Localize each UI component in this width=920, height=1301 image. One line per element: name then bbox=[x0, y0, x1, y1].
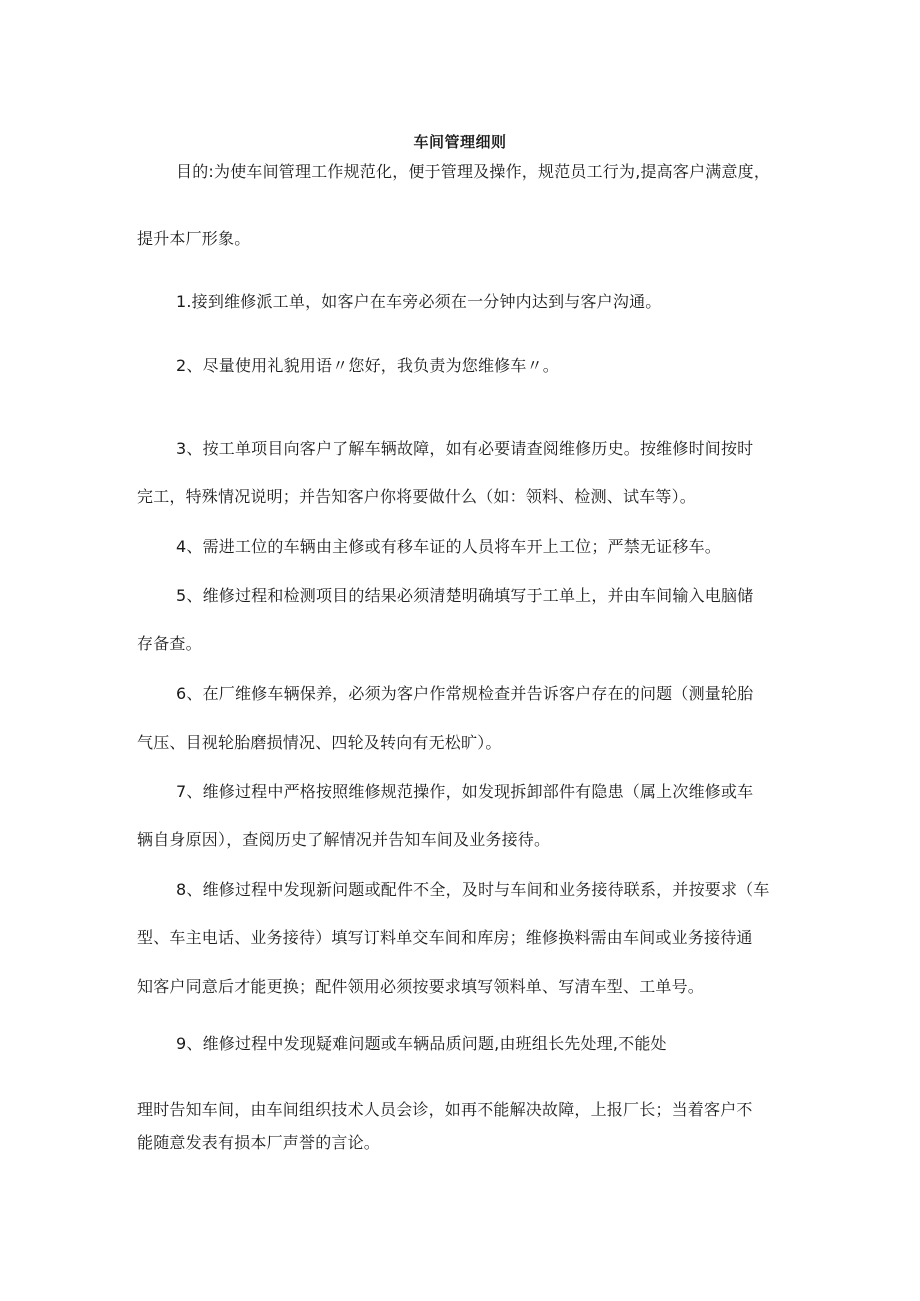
item-4-line: 4、需进工位的车辆由主修或有移车证的人员将车开上工位；严禁无证移车。 bbox=[176, 537, 721, 556]
item-2-line: 2、尽量使用礼貌用语〃您好，我负责为您维修车〃。 bbox=[176, 356, 559, 375]
item-6-line: 气压、目视轮胎磨损情况、四轮及转向有无松旷）。 bbox=[137, 733, 502, 752]
item-9-line: 9、维修过程中发现疑难问题或车辆品质问题,由班组长先处理,不能处 bbox=[176, 1034, 667, 1053]
item-8-line: 8、维修过程中发现新问题或配件不全，及时与车间和业务接待联系，并按要求（车 bbox=[176, 880, 770, 899]
purpose-line: 目的:为使车间管理工作规范化，便于管理及操作，规范员工行为,提高客户满意度， bbox=[176, 162, 771, 181]
item-3-line: 完工，特殊情况说明；并告知客户你将要做什么（如：领料、检测、试车等）。 bbox=[137, 487, 697, 506]
item-7-line: 辆自身原因），查阅历史了解情况并告知车间及业务接待。 bbox=[137, 830, 551, 849]
purpose-line: 提升本厂形象。 bbox=[137, 229, 251, 248]
item-7-line: 7、维修过程中严格按照维修规范操作，如发现拆卸部件有隐患（属上次维修或车 bbox=[176, 782, 754, 801]
item-5-line: 5、维修过程和检测项目的结果必须清楚明确填写于工单上，并由车间输入电脑储 bbox=[176, 586, 754, 605]
document-title: 车间管理细则 bbox=[413, 133, 507, 151]
item-6-line: 6、在厂维修车辆保养，必须为客户作常规检查并告诉客户存在的问题（测量轮胎 bbox=[176, 684, 754, 703]
item-9-line: 能随意发表有损本厂声誉的言论。 bbox=[137, 1133, 381, 1152]
item-3-line: 3、按工单项目向客户了解车辆故障，如有必要请查阅维修历史。按维修时间按时 bbox=[176, 439, 754, 458]
item-1-line: 1.接到维修派工单，如客户在车旁必须在一分钟内达到与客户沟通。 bbox=[176, 292, 662, 311]
item-8-line: 型、车主电话、业务接待）填写订料单交车间和库房；维修换料需由车间或业务接待通 bbox=[137, 928, 753, 947]
item-8-line: 知客户同意后才能更换；配件领用必须按要求填写领料单、写清车型、工单号。 bbox=[137, 977, 705, 996]
item-9-line: 理时告知车间，由车间组织技术人员会诊，如再不能解决故障，上报厂长；当着客户不 bbox=[137, 1100, 753, 1119]
item-5-line: 存备查。 bbox=[137, 634, 202, 653]
